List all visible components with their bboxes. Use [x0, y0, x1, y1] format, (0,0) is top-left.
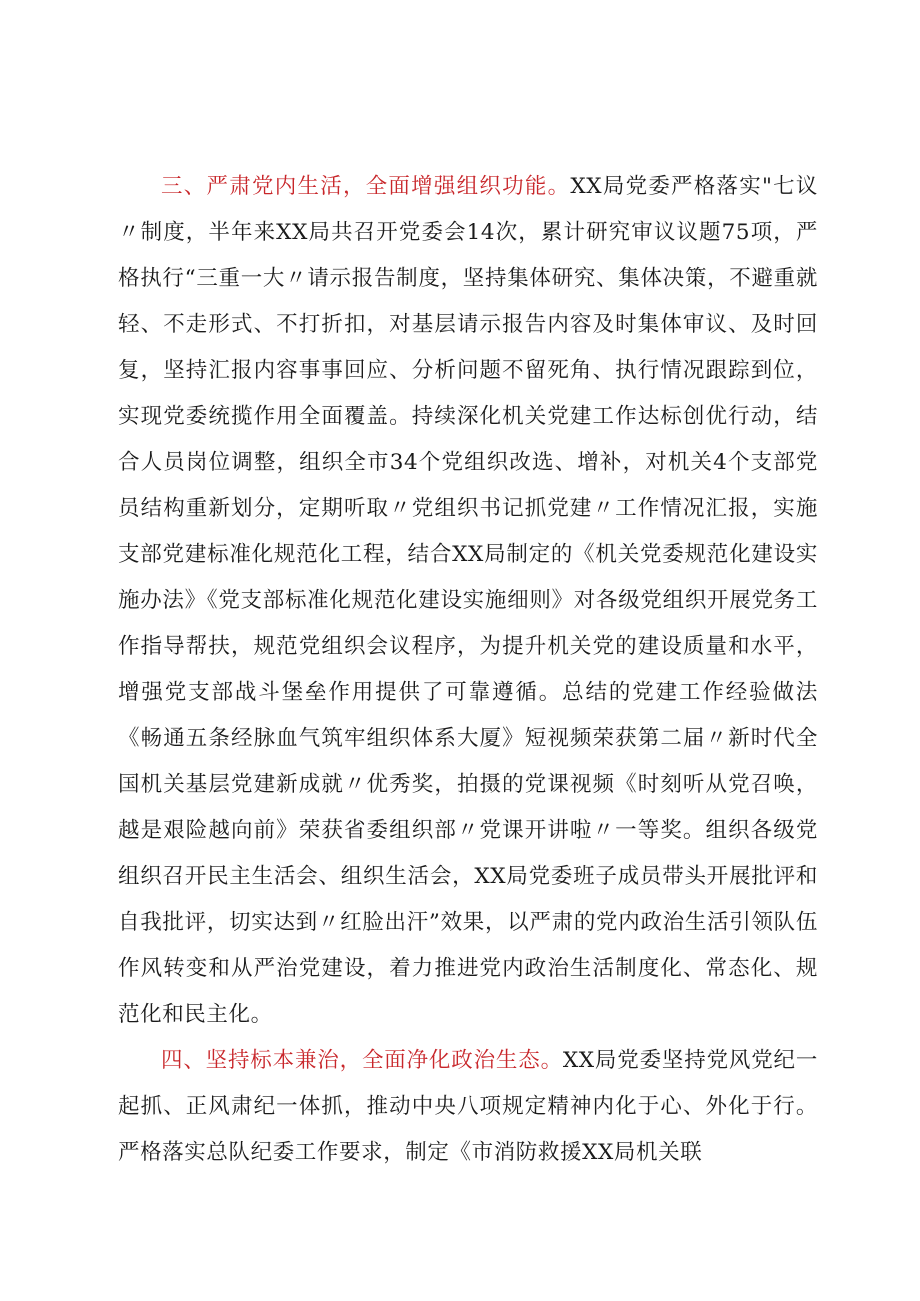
section-four-heading: 四、坚持标本兼治，全面净化政治生态。 [161, 1048, 563, 1073]
document-body [118, 164, 818, 1176]
section-four-paragraph [118, 1038, 818, 1176]
section-three-body: XX局党委严格落实"七议〃制度，半年来XX局共召开党委会14次，累计研究审议议题75项，严格执行“三重一大〃请示报告制度，坚持集体研究、集体决策，不避重就轻、不走形式、不打折扣，对基层请示报告内容及时集体审议、及时回复，坚持汇报内容事事回应、分析问题不留死角、执行情况跟踪到位，实现党委统揽作用全面覆盖。持续深化机关党建工作达标创优行动，结合人员岗位调整，组织全市34个党组织改选、增补，对机关4个支部党员结构重新划分，定期听取〃党组织书记抓党建〃工作情况汇报，实施支部党建标准化规范化工程，结合XX局制定的《机关党委规范化建设实施办法》《党支部标准化规范化建设实施细则》对各级党组织开展党务工作指导帮扶，规范党组织会议程序，为提升机关党的建设质量和水平，增强党支部战斗堡垒作用提供了可靠遵循。总结的党建工作经验做法《畅通五条经脉血气筑牢组织体系大厦》短视频荣获第二届〃新时代全国机关基层党建新成就〃优秀奖，拍摄的党课视频《时刻听从党召唤，越是艰险越向前》荣获省委组织部〃党课开讲啦〃一等奖。组织各级党组织召开民主生活会、组织生活会，XX局党委班子成员带头开展批评和自我批评，切实达到〃红脸出汗”效果，以严肃的党内政治生活引领队伍作风转变和从严治党建设，着力推进党内政治生活制度化、常态化、规范化和民主化。 [118, 174, 819, 1027]
section-three-heading: 三、严肃党内生活，全面增强组织功能。 [161, 174, 571, 199]
section-four-body: XX局党委坚持党风党纪一起抓、正风肃纪一体抓，推动中央八项规定精神内化于心、外化于行。严格落实总队纪委工作要求，制定《市消防救援XX局机关联 [118, 1048, 818, 1165]
section-three-paragraph [118, 164, 818, 1038]
